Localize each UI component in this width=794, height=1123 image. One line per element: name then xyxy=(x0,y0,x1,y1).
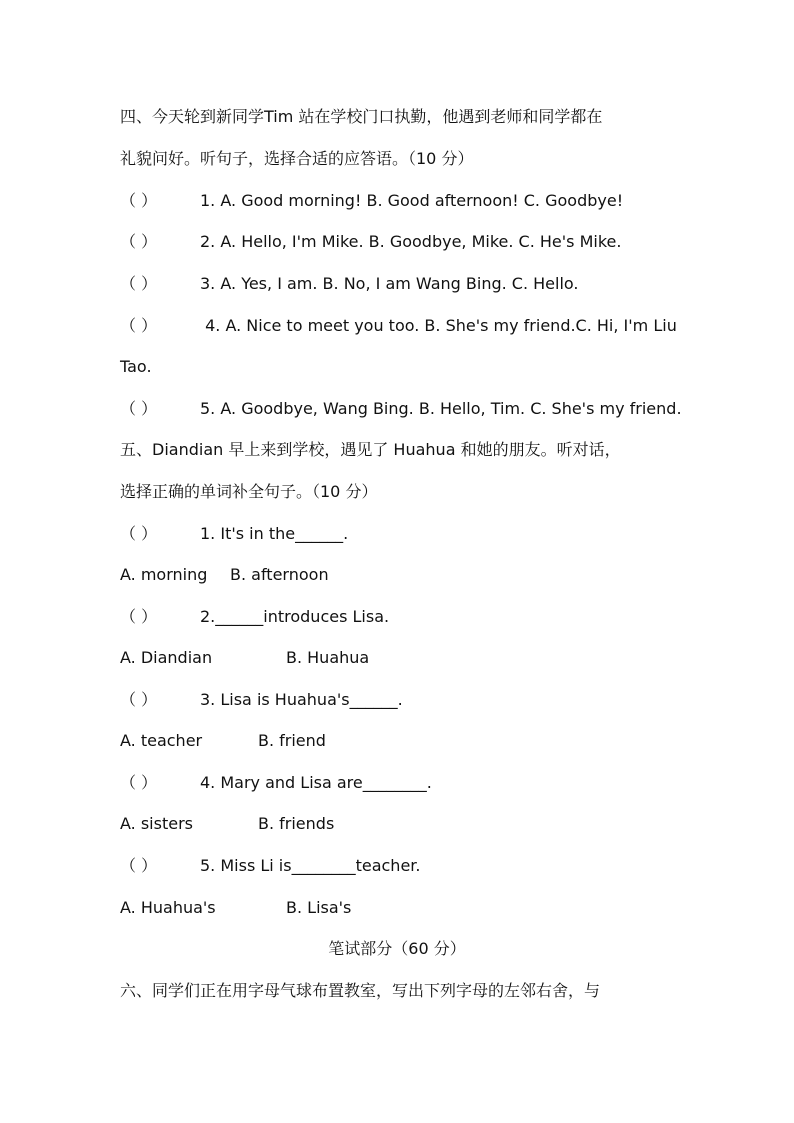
option-a: A. Diandian xyxy=(120,648,213,667)
answer-blank[interactable]: （ ） xyxy=(120,316,158,335)
section6-intro-line1: 六、同学们正在用字母气球布置教室，写出下列字母的左邻右舍，与 xyxy=(120,981,601,1000)
section5-item-2 xyxy=(120,605,680,629)
section4-item-4-continuation: Tao. xyxy=(120,357,152,376)
option-a: A. morning xyxy=(120,565,208,584)
section5-item-1 xyxy=(120,522,680,546)
section4-item-5 xyxy=(120,397,680,421)
question-text: 1. It's in the______. xyxy=(200,524,349,543)
answer-blank[interactable]: （ ） xyxy=(120,524,158,543)
option-a: A. sisters xyxy=(120,814,193,833)
answer-blank[interactable]: （ ） xyxy=(120,399,158,418)
section5-intro-line2: 选择正确的单词补全句子。（10 分） xyxy=(120,482,378,501)
option-b: B. friends xyxy=(258,814,335,833)
question-text: 4. Mary and Lisa are________. xyxy=(200,773,432,792)
question-text: 3. A. Yes, I am. B. No, I am Wang Bing. C. Hello. xyxy=(200,274,579,293)
answer-blank[interactable]: （ ） xyxy=(120,232,158,251)
written-part-heading: 笔试部分（60 分） xyxy=(328,939,466,958)
answer-blank[interactable]: （ ） xyxy=(120,856,158,875)
question-text: 5. A. Goodbye, Wang Bing. B. Hello, Tim. C. She's my friend. xyxy=(200,399,682,418)
answer-blank[interactable]: （ ） xyxy=(120,690,158,709)
section5-item-5-options xyxy=(120,896,680,920)
option-b: B. friend xyxy=(258,731,326,750)
answer-blank[interactable]: （ ） xyxy=(120,773,158,792)
section4-item-2 xyxy=(120,230,680,254)
question-text: 5. Miss Li is________teacher. xyxy=(200,856,421,875)
option-b: B. afternoon xyxy=(230,565,329,584)
option-b: B. Lisa's xyxy=(286,898,352,917)
section4-item-3 xyxy=(120,272,680,296)
section4-item-4 xyxy=(120,314,680,338)
section5-item-3 xyxy=(120,688,680,712)
question-text: 1. A. Good morning! B. Good afternoon! C. Goodbye! xyxy=(200,191,624,210)
answer-blank[interactable]: （ ） xyxy=(120,274,158,293)
section4-item-1 xyxy=(120,189,680,213)
section5-item-4-options xyxy=(120,812,680,836)
question-text: 2.______introduces Lisa. xyxy=(200,607,390,626)
section5-item-2-options xyxy=(120,646,680,670)
section5-item-4 xyxy=(120,771,680,795)
section5-item-5 xyxy=(120,854,680,878)
section5-item-3-options xyxy=(120,729,680,753)
question-text: 4. A. Nice to meet you too. B. She's my friend.C. Hi, I'm Liu xyxy=(200,316,677,335)
section5-intro-line1: 五、Diandian 早上来到学校，遇见了 Huahua 和她的朋友。听对话， xyxy=(120,440,621,459)
section4-intro-line1: 四、今天轮到新同学Tim 站在学校门口执勤，他遇到老师和同学都在 xyxy=(120,107,603,126)
section5-item-1-options xyxy=(120,563,680,587)
answer-blank[interactable]: （ ） xyxy=(120,191,158,210)
question-text: 2. A. Hello, I'm Mike. B. Goodbye, Mike. C. He's Mike. xyxy=(200,232,622,251)
section4-intro-line2: 礼貌问好。听句子，选择合适的应答语。（10 分） xyxy=(120,149,474,168)
answer-blank[interactable]: （ ） xyxy=(120,607,158,626)
question-text: 3. Lisa is Huahua's______. xyxy=(200,690,403,709)
option-a: A. teacher xyxy=(120,731,203,750)
option-a: A. Huahua's xyxy=(120,898,216,917)
option-b: B. Huahua xyxy=(286,648,370,667)
